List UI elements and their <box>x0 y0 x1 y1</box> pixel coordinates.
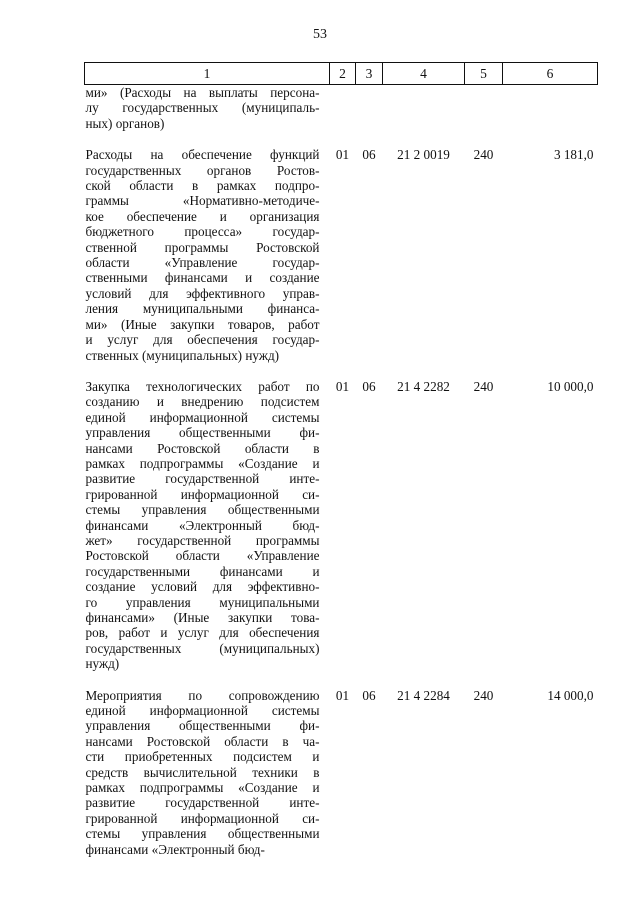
column-header-6: 6 <box>503 63 598 85</box>
description-line: условий для эффективного управ- <box>85 285 320 301</box>
description-line: Расходы на обеспечение функций <box>85 147 320 163</box>
expense-type-code: 240 <box>473 378 494 394</box>
expense-type-code: 240 <box>473 147 494 163</box>
amount <box>503 85 598 132</box>
description-line: ных) органов) <box>85 115 165 131</box>
description-line: развитие государственной инте- <box>85 471 320 487</box>
description-line: ственными финансами и создание <box>85 270 320 286</box>
description-line: государственными финансами и <box>85 563 320 579</box>
description-line: грированной информационной си- <box>85 810 320 826</box>
row-description <box>85 131 330 363</box>
column-header-3: 3 <box>356 63 383 85</box>
target-article-code: 21 2 0019 <box>397 147 450 163</box>
description-line: ми» (Иные закупки товаров, работ <box>85 316 320 332</box>
row-description <box>85 363 330 672</box>
description-line: грированной информационной си- <box>85 486 320 502</box>
description-line: стемы управления общественными <box>85 502 320 518</box>
subsection-code: 06 <box>362 687 376 703</box>
description-line: ления муниципальными финанса- <box>85 301 320 317</box>
description-line: области «Управление государ- <box>85 255 320 271</box>
section-code: 01 <box>335 687 350 703</box>
amount: 3 181,0 <box>553 147 594 163</box>
subsection-code <box>356 85 383 132</box>
column-header-5: 5 <box>465 63 503 85</box>
description-line: управления общественными фи- <box>85 718 320 734</box>
description-line: финансами «Электронный бюд- <box>85 517 320 533</box>
column-header-2: 2 <box>330 63 356 85</box>
target-article-code <box>383 85 465 132</box>
description-line: рамках подпрограммы «Создание и <box>85 455 320 471</box>
amount: 14 000,0 <box>547 687 594 703</box>
subsection-code: 06 <box>362 378 376 394</box>
column-header-4: 4 <box>383 63 465 85</box>
expense-type-code <box>465 85 503 132</box>
description-line: финансами «Электронный бюд- <box>85 841 265 857</box>
description-line: кое обеспечение и организация <box>85 208 320 224</box>
description-line: го управления муниципальными <box>85 594 320 610</box>
description-line: стемы управления общественными <box>85 826 320 842</box>
amount: 10 000,0 <box>547 378 594 394</box>
description-line: единой информационной системы <box>85 409 320 425</box>
description-line: Ростовской области «Управление <box>85 548 320 564</box>
description-line: граммы «Нормативно-методиче- <box>85 193 320 209</box>
table-row <box>85 85 598 132</box>
page-number: 53 <box>313 27 327 42</box>
description-line: ми» (Расходы на выплаты персона- <box>85 85 320 100</box>
description-line: единой информационной системы <box>85 703 320 719</box>
table-header-row <box>85 63 598 85</box>
budget-table <box>84 62 598 857</box>
description-line: Мероприятия по сопровождению <box>85 687 320 703</box>
expense-type-code: 240 <box>473 687 494 703</box>
description-line: и услуг для обеспечения государ- <box>85 332 320 348</box>
description-line: создание условий для эффективно- <box>85 579 320 595</box>
section-code <box>330 85 356 132</box>
description-line: ской области в рамках подпро- <box>85 178 320 194</box>
target-article-code: 21 4 2282 <box>397 378 450 394</box>
description-line: ственной программы Ростовской <box>85 239 320 255</box>
row-description <box>85 672 330 857</box>
description-line: нансами Ростовской области в ча- <box>85 733 320 749</box>
table-row <box>85 672 598 857</box>
description-line: рамках подпрограммы «Создание и <box>85 780 320 796</box>
description-line: финансами» (Иные закупки това- <box>85 610 320 625</box>
description-line: жет» государственной программы <box>85 532 320 548</box>
description-line: лу государственных (муниципаль- <box>85 100 320 116</box>
table-row <box>85 131 598 363</box>
description-line: средств вычислительной техники в <box>85 764 320 780</box>
section-code: 01 <box>335 378 350 394</box>
table-row <box>85 363 598 672</box>
description-line: сти приобретенных подсистем и <box>85 749 320 765</box>
description-line: Закупка технологических работ по <box>85 378 320 394</box>
column-header-1: 1 <box>85 63 330 85</box>
description-line: бюджетного процесса» государ- <box>85 224 320 240</box>
description-line: государственных органов Ростов- <box>85 162 320 178</box>
description-line: созданию и внедрению подсистем <box>85 394 320 410</box>
target-article-code: 21 4 2284 <box>397 687 450 703</box>
description-line: нансами Ростовской области в <box>85 440 320 456</box>
description-line: ров, работ и услуг для обеспечения <box>85 625 320 641</box>
description-line: управления общественными фи- <box>85 425 320 441</box>
subsection-code: 06 <box>362 147 376 163</box>
row-description <box>85 85 330 132</box>
section-code: 01 <box>335 147 350 163</box>
description-line: нужд) <box>85 656 120 672</box>
description-line: развитие государственной инте- <box>85 795 320 811</box>
description-line: государственных (муниципальных) <box>85 640 320 656</box>
description-line: ственных (муниципальных) нужд) <box>85 347 280 363</box>
